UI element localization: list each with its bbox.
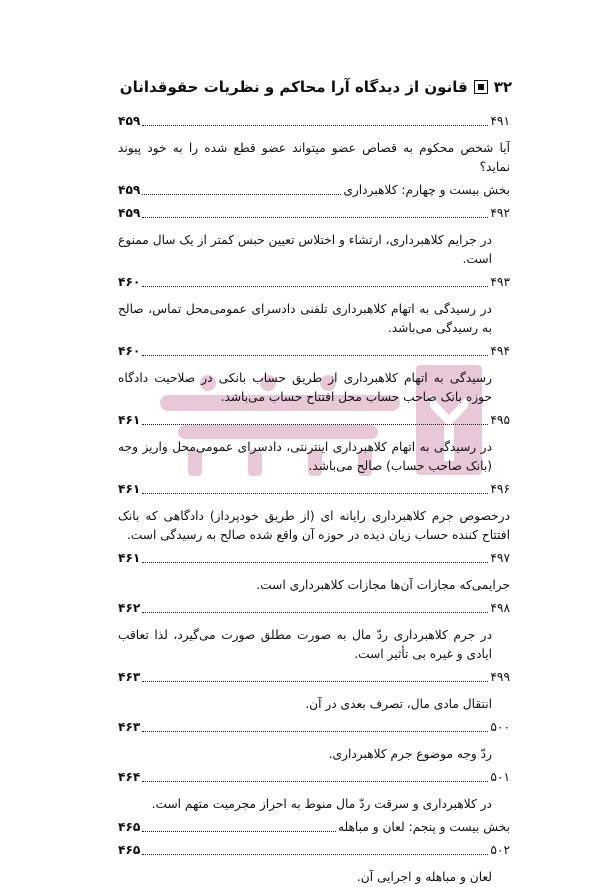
toc-entry [118,411,510,430]
toc-entry-page: ۴۶۵ [118,843,141,857]
ruling-summary: آیا شخص محکوم به قصاص عضو میتواند عضو قطع شده را به خود پیوند نماید؟ [118,141,510,174]
toc-entry-page: ۴۶۲ [118,601,141,615]
toc-entry-page: ۴۶۱ [118,551,141,565]
dot-leader [142,216,488,218]
toc-entry [118,668,510,687]
dot-leader [142,124,488,126]
toc-entry-label: ۴۹۱ [490,114,510,128]
toc-entry-label: ۴۹۳ [490,275,510,289]
toc-entry-page: ۴۶۳ [118,670,141,684]
toc-entry-page: ۴۶۴ [118,770,141,784]
toc-entry-label: ۴۹۹ [490,670,510,684]
toc-entry [118,273,510,292]
toc-entry [118,841,510,860]
book-title: قانون از دیدگاه آرا محاکم و نظریات حقوقدانان [119,78,468,96]
dot-leader [142,730,488,732]
dot-leader [142,611,488,613]
ruling-summary: در جرایم کلاهبرداری، ارتشاء و اختلاس تعیین حبس کمتر از یک سال ممنوع است. [118,233,492,266]
ruling-summary: درخصوص جرم کلاهبرداری رایانه ای (از طریق خودپرداز) دادگاهی که بانک افتتاح کننده حساب زیان دیده در حوزه آن واقع شده صالح به رسیدگی است. [118,509,510,542]
page-header [88,76,512,98]
dot-leader [142,423,488,425]
toc-entry-label: ۴۹۶ [490,482,510,496]
toc-entry [118,549,510,568]
toc-entry-label: ۴۹۷ [490,551,510,565]
dot-leader [142,193,341,195]
toc-entry-page: ۴۶۰ [118,344,141,358]
dot-leader [142,354,488,356]
toc-entry [118,204,510,223]
toc-entry-label: ۴۹۴ [490,344,510,358]
toc-entry [118,718,510,737]
toc-entry-page: ۴۶۵ [118,820,141,834]
toc-entry-label: بخش بیست و چهارم: کلاهبرداری [343,183,510,197]
toc-entry-page: ۴۵۹ [118,114,141,128]
toc-entry-label: ۴۹۵ [490,413,510,427]
dot-leader [142,853,488,855]
toc-entry [118,112,510,131]
toc-entry-page: ۴۶۰ [118,275,141,289]
ruling-summary: رسیدگی به اتهام کلاهبرداری از طریق حساب بانکی در صلاحیت دادگاه حوزه بانک صاحب حساب محل افتتاح حساب می‌باشد. [118,371,492,404]
page-number: ۳۲ [493,78,512,96]
square-ornament-icon [474,80,488,94]
toc-entry-label: بخش بیست و پنجم: لعان و مباهله [337,820,510,834]
toc-entry [118,599,510,618]
toc-entry [118,768,510,787]
toc-entry-label: ۵۰۱ [490,770,510,784]
toc-entry-label: ۴۹۸ [490,601,510,615]
dot-leader [142,830,336,832]
dot-leader [142,680,488,682]
toc-entry [118,818,510,837]
toc-entry-page: ۴۶۱ [118,413,141,427]
ruling-summary: ردّ وجه موضوع جرم کلاهبرداری. [328,747,492,761]
toc-entry-label: ۵۰۰ [490,720,510,734]
ruling-summary: لعان و مباهله و اجرایی آن. [356,870,492,884]
toc-entry-label: ۴۹۲ [490,206,510,220]
ruling-summary: در کلاهبرداری و سرقت ردّ مال منوط به احراز مجرمیت متهم است. [151,797,492,811]
dot-leader [142,561,488,563]
ruling-summary: در رسیدگی به اتهام کلاهبرداری اینترنتی، دادسرای عمومی‌محل واریز وجه (بانک صاحب حساب) صالح می‌باشد. [118,440,492,473]
toc-entry [118,480,510,499]
ruling-summary: جرایمی‌که مجازات آن‌ها مجازات کلاهبرداری است. [256,578,510,592]
toc-entry-label: ۵۰۲ [490,843,510,857]
ruling-summary: در رسیدگی به اتهام کلاهبرداری تلفنی دادسرای عمومی‌محل تماس، صالح به رسیدگی می‌باشد. [118,302,492,335]
dot-leader [142,492,488,494]
dot-leader [142,780,488,782]
toc-entry [118,181,510,200]
toc-entry-page: ۴۵۹ [118,206,141,220]
ruling-summary: انتقال مادی مال، تصرف بعدی در آن. [305,697,492,711]
ruling-summary: در جرم کلاهبرداری ردّ مال به صورت مطلق صورت می‌گیرد، لذا تعاقب ایادی و غیره بی تأثیر است. [118,628,492,661]
dot-leader [142,285,488,287]
toc-entry-page: ۴۵۹ [118,183,141,197]
toc-entry-page: ۴۶۱ [118,482,141,496]
toc-entry-page: ۴۶۳ [118,720,141,734]
toc-entry [118,342,510,361]
table-of-contents [118,112,510,887]
